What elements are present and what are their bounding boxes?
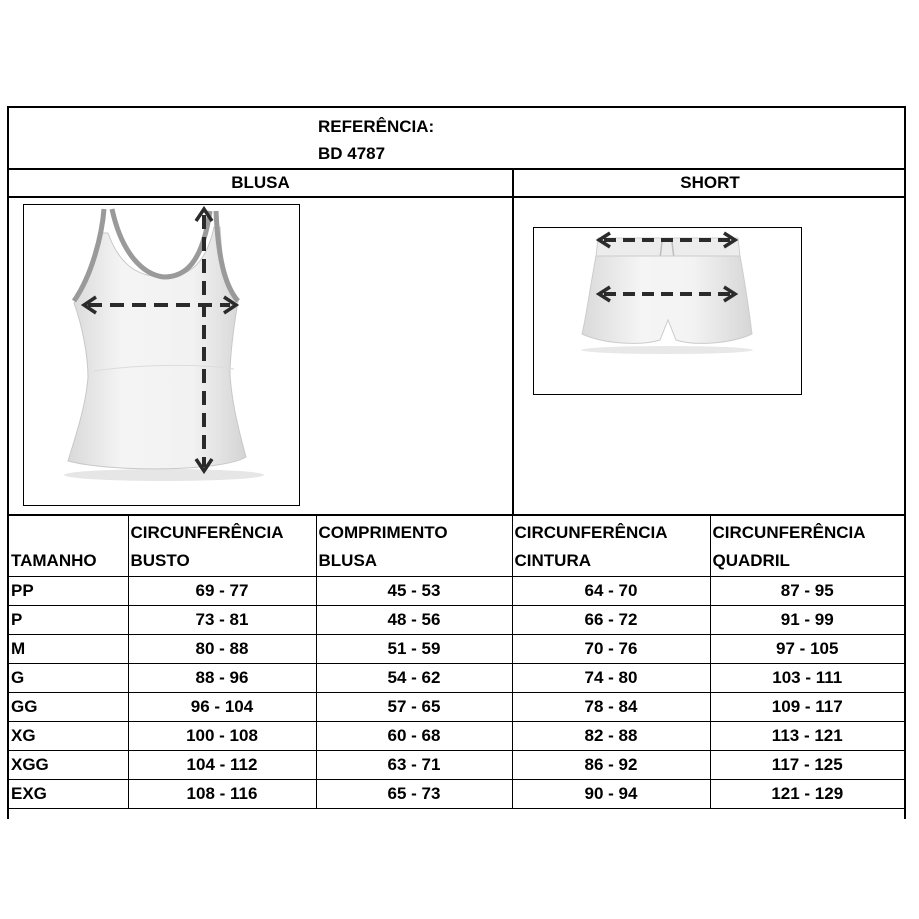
table-header-row: [9, 516, 904, 576]
size-chart-sheet: [7, 106, 906, 819]
table-row: [9, 692, 904, 721]
length-cell: 65 - 73: [316, 779, 512, 808]
waist-cell: 66 - 72: [512, 605, 710, 634]
reference-block: [9, 108, 904, 170]
waist-cell: 82 - 88: [512, 721, 710, 750]
column-divider: [512, 198, 514, 514]
bust-cell: 73 - 81: [128, 605, 316, 634]
bust-cell: 80 - 88: [128, 634, 316, 663]
header-size: TAMANHO: [9, 516, 128, 576]
length-cell: 57 - 65: [316, 692, 512, 721]
hip-cell: 91 - 99: [710, 605, 904, 634]
size-cell: P: [9, 605, 128, 634]
hip-cell: 109 - 117: [710, 692, 904, 721]
size-cell: XGG: [9, 750, 128, 779]
table-row: [9, 750, 904, 779]
length-cell: 60 - 68: [316, 721, 512, 750]
table-row: [9, 634, 904, 663]
header-bust: CIRCUNFERÊNCIA BUSTO: [128, 516, 316, 576]
header-blouse-length: COMPRIMENTO BLUSA: [316, 516, 512, 576]
bust-cell: 104 - 112: [128, 750, 316, 779]
size-cell: G: [9, 663, 128, 692]
table-row: [9, 576, 904, 605]
short-illustration-frame: [533, 227, 802, 395]
table-row: [9, 663, 904, 692]
size-cell: PP: [9, 576, 128, 605]
reference-label: REFERÊNCIA:: [318, 117, 435, 136]
hip-cell: 121 - 129: [710, 779, 904, 808]
hip-cell: 117 - 125: [710, 750, 904, 779]
length-cell: 51 - 59: [316, 634, 512, 663]
hip-cell: 97 - 105: [710, 634, 904, 663]
bust-cell: 100 - 108: [128, 721, 316, 750]
header-hip: CIRCUNFERÊNCIA QUADRIL: [710, 516, 904, 576]
waist-cell: 86 - 92: [512, 750, 710, 779]
length-cell: 45 - 53: [316, 576, 512, 605]
section-headers: [9, 170, 904, 198]
tank-top-icon: [24, 205, 298, 504]
bust-cell: 108 - 116: [128, 779, 316, 808]
bust-cell: 96 - 104: [128, 692, 316, 721]
waist-cell: 90 - 94: [512, 779, 710, 808]
shorts-icon: [534, 228, 800, 393]
hip-cell: 87 - 95: [710, 576, 904, 605]
waist-cell: 74 - 80: [512, 663, 710, 692]
size-table: [9, 516, 904, 809]
hip-cell: 113 - 121: [710, 721, 904, 750]
size-cell: M: [9, 634, 128, 663]
hip-cell: 103 - 111: [710, 663, 904, 692]
table-row: [9, 605, 904, 634]
length-cell: 48 - 56: [316, 605, 512, 634]
size-cell: XG: [9, 721, 128, 750]
length-cell: 63 - 71: [316, 750, 512, 779]
section-short-title: SHORT: [512, 170, 906, 196]
header-waist: CIRCUNFERÊNCIA CINTURA: [512, 516, 710, 576]
waist-cell: 64 - 70: [512, 576, 710, 605]
waist-cell: 70 - 76: [512, 634, 710, 663]
reference-code: BD 4787: [318, 144, 386, 163]
size-cell: GG: [9, 692, 128, 721]
section-blouse-title: BLUSA: [231, 173, 290, 192]
length-cell: 54 - 62: [316, 663, 512, 692]
table-row: [9, 721, 904, 750]
table-row: [9, 779, 904, 808]
size-cell: EXG: [9, 779, 128, 808]
illustrations-row: [9, 198, 904, 516]
waist-cell: 78 - 84: [512, 692, 710, 721]
blouse-illustration-frame: [23, 204, 300, 506]
bust-cell: 69 - 77: [128, 576, 316, 605]
bust-cell: 88 - 96: [128, 663, 316, 692]
